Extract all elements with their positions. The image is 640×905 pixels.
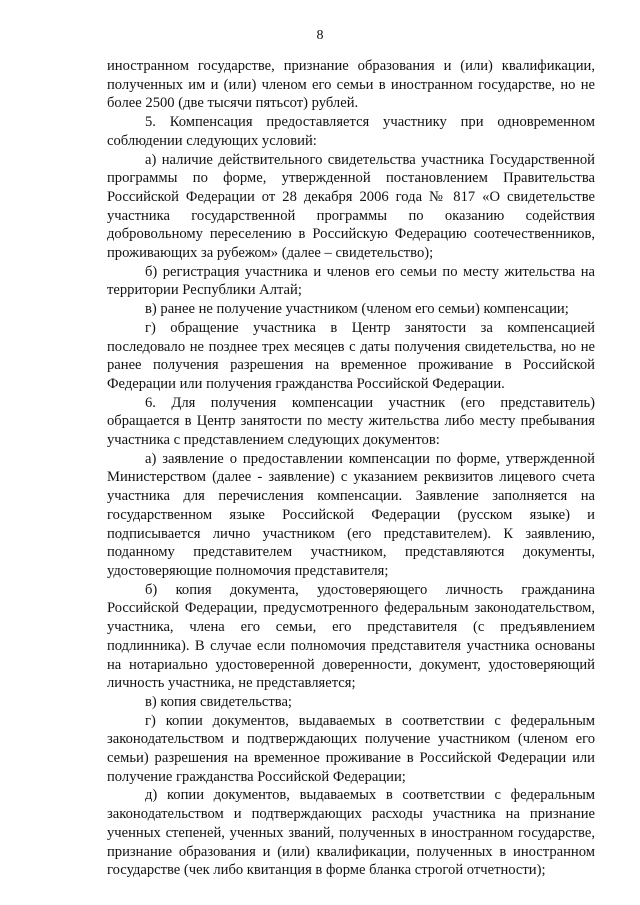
paragraph-item-6b: б) копия документа, удостоверяющего личность гражданина Российской Федерации, предусмотренного федеральным законодательством, участника, члена его семьи, его представителя (с предъявлением подлинника). В случае если полномочия представителя участника основаны на нотариально удостоверенной доверенности, документ, удостоверяющий личность участника, не представляется; [107, 581, 595, 692]
paragraph-item-5v: в) ранее не получение участником (членом его семьи) компенсации; [145, 301, 569, 318]
paragraph-continuation: иностранном государстве, признание образования и (или) квалификации, полученных им и (или) членом его семьи в иностранном государстве, но не более 2500 (две тысячи пятьсот) рублей. [107, 58, 595, 112]
paragraph-item-6a: а) заявление о предоставлении компенсации по форме, утвержденной Министерством (далее - заявление) с указанием реквизитов лицевого счета участника для перечисления компенсации. Заявление заполняется на государственном языке Российской Федерации (русском языке) и подписывается лично участником (его представителем). К заявлению, поданному представителем участником, представляются документы, удостоверяющие полномочия представителя; [107, 450, 595, 579]
document-body [107, 57, 595, 880]
page-number: 8 [316, 28, 324, 43]
paragraph-item-5: 5. Компенсация предоставляется участнику при одновременном соблюдении следующих условий: [107, 114, 595, 149]
paragraph-item-5b: б) регистрация участника и членов его семьи по месту жительства на территории Республики Алтай; [107, 263, 595, 299]
paragraph-item-5g: г) обращение участника в Центр занятости за компенсацией последовало не позднее трех месяцев с даты получения свидетельства, но не ранее получения разрешения на временное проживание в Российской Федерации или получения гражданства Российской Федерации. [107, 319, 595, 392]
paragraph-item-6g: г) копии документов, выдаваемых в соответствии с федеральным законодательством и подтверждающих получение участником (членом его семьи) разрешения на временное проживание в Российской Федерации или получение гражданства Российской Федерации; [107, 712, 595, 785]
paragraph-item-6v: в) копия свидетельства; [145, 693, 292, 710]
paragraph-item-6: 6. Для получения компенсации участник (его представитель) обращается в Центр занятости по месту жительства либо месту пребывания участника с представлением следующих документов: [107, 394, 595, 449]
paragraph-item-6d: д) копии документов, выдаваемых в соответствии с федеральным законодательством и подтверждающих расходы участника на признание ученных степеней, ученных званий, полученных в иностранном государстве, признание образования и (или) квалификации, полученных в иностранном государстве (чек либо квитанция в форме бланка строгой отчетности); [107, 787, 595, 879]
paragraph-item-5a: а) наличие действительного свидетельства участника Государственной программы по форме, утвержденной постановлением Правительства Российской Федерации от 28 декабря 2006 года № 817 «О свидетельстве участника государственной программы по оказанию содействия добровольному переселению в Российскую Федерацию соотечественников, проживающих за рубежом» (далее – свидетельство); [107, 151, 595, 262]
